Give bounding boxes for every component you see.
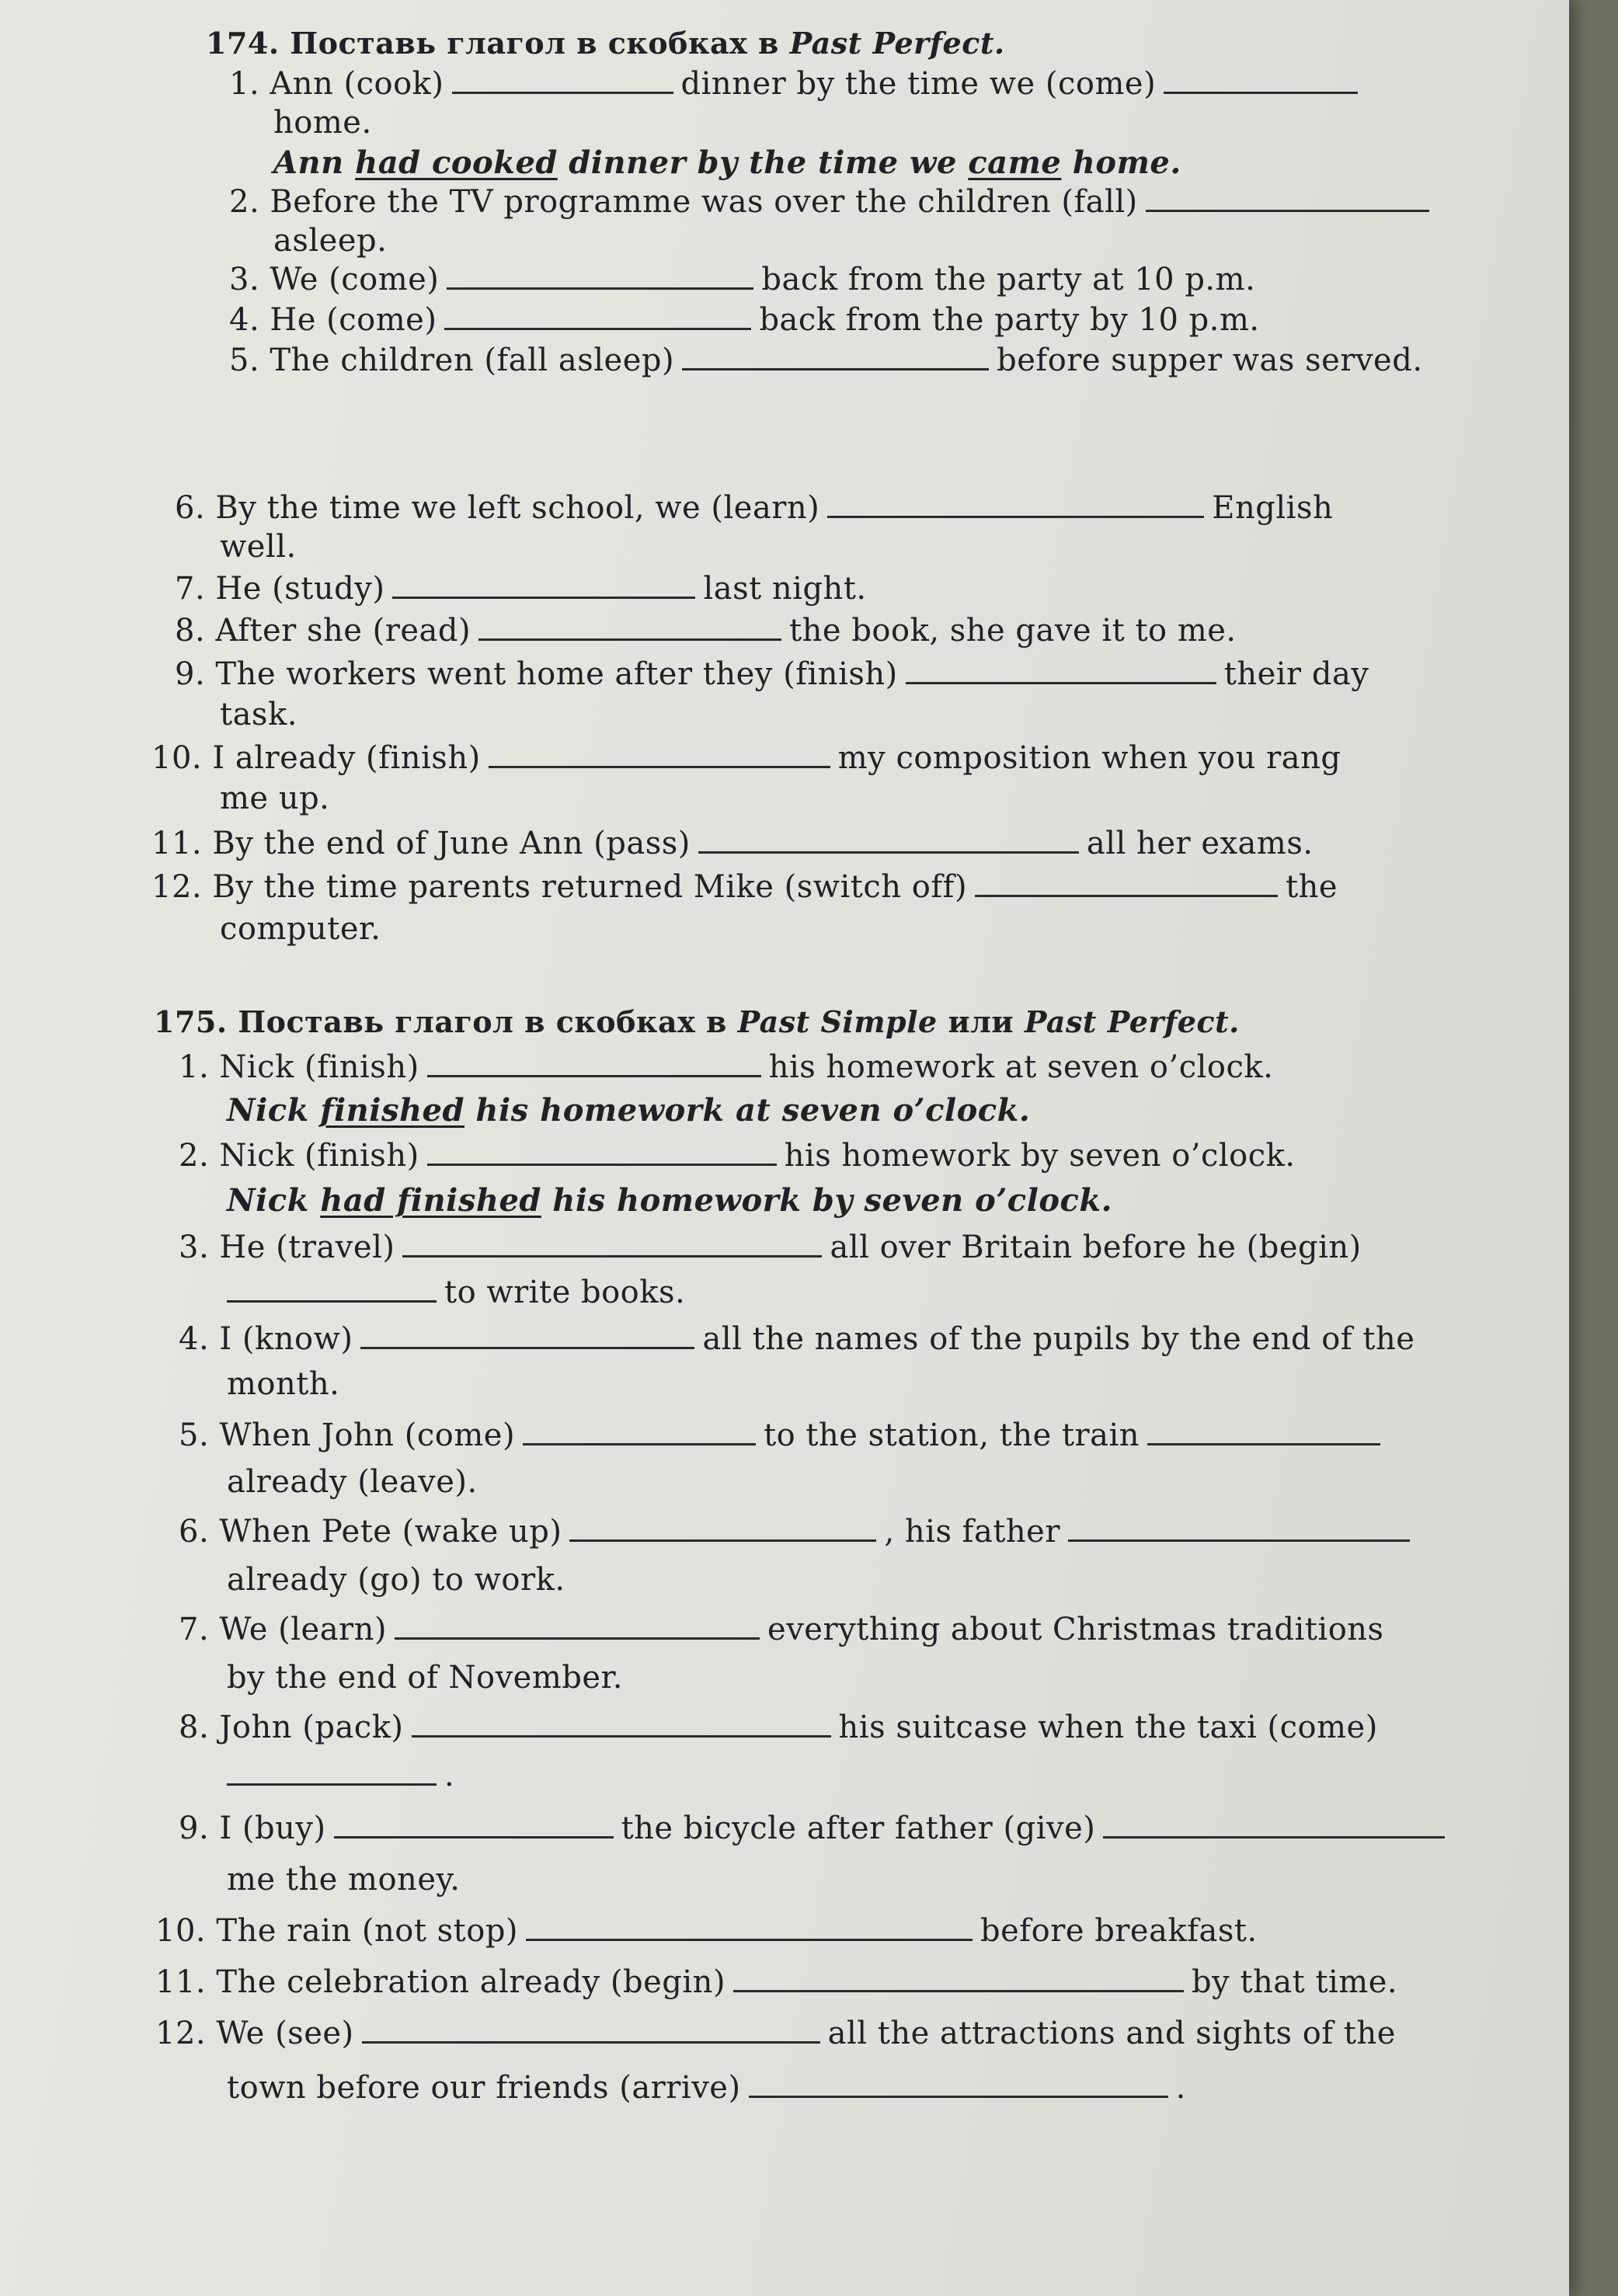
exercise-174-title bbox=[206, 25, 1005, 62]
item-174-12-cont: computer. bbox=[220, 911, 381, 947]
answer-blank[interactable] bbox=[1146, 186, 1429, 212]
item-174-9-cont: task. bbox=[220, 697, 298, 732]
item-text: 2. Nick (finish) bbox=[179, 1138, 419, 1174]
exercise-number: 175. bbox=[154, 1004, 238, 1039]
item-175-6-cont: already (go) to work. bbox=[227, 1562, 565, 1598]
item-175-5 bbox=[179, 1417, 1388, 1454]
tense-name: Past Simple bbox=[737, 1004, 938, 1039]
item-text: 2. Before the TV programme was over the children (fall) bbox=[229, 184, 1138, 220]
answer-blank[interactable] bbox=[478, 615, 781, 641]
item-text: back from the party by 10 p.m. bbox=[759, 302, 1260, 338]
item-text: to write books. bbox=[444, 1275, 686, 1310]
item-174-12 bbox=[151, 868, 1338, 906]
item-text: 9. The workers went home after they (finish) bbox=[175, 656, 898, 692]
answer-blank[interactable] bbox=[427, 1052, 761, 1077]
answer-blank[interactable] bbox=[447, 264, 753, 290]
example-text: Nick bbox=[227, 1092, 321, 1129]
item-text: . bbox=[444, 1758, 455, 1793]
item-text: before breakfast. bbox=[980, 1913, 1258, 1949]
item-174-5 bbox=[229, 342, 1423, 379]
answer-blank[interactable] bbox=[523, 1420, 756, 1445]
answer-blank[interactable] bbox=[227, 1760, 437, 1786]
item-174-6 bbox=[175, 489, 1333, 527]
exercise-175-title bbox=[154, 1004, 1240, 1041]
item-175-12 bbox=[155, 2015, 1396, 2052]
answer-blank[interactable] bbox=[906, 659, 1216, 684]
item-174-7 bbox=[175, 570, 867, 607]
item-text: English bbox=[1212, 490, 1334, 526]
answer-blank[interactable] bbox=[444, 304, 751, 330]
item-text: 12. By the time parents returned Mike (switch off) bbox=[151, 869, 968, 905]
item-text: 6. By the time we left school, we (learn) bbox=[175, 490, 820, 526]
item-text: . bbox=[1175, 2070, 1186, 2106]
item-text: last night. bbox=[703, 571, 867, 607]
item-175-11 bbox=[155, 1964, 1397, 2001]
item-text: town before our friends (arrive) bbox=[227, 2070, 741, 2106]
item-174-2 bbox=[229, 183, 1437, 221]
item-text: all her exams. bbox=[1086, 826, 1314, 861]
item-text: 4. He (come) bbox=[229, 302, 437, 338]
item-175-5-cont: already (leave). bbox=[227, 1464, 478, 1500]
example-answer: came bbox=[968, 144, 1062, 181]
answer-blank[interactable] bbox=[395, 1614, 760, 1640]
answer-blank[interactable] bbox=[334, 1813, 614, 1839]
instruction-text: или bbox=[937, 1004, 1025, 1039]
item-text: 6. When Pete (wake up) bbox=[179, 1514, 562, 1550]
item-text: his homework at seven o’clock. bbox=[768, 1049, 1274, 1085]
item-text: 1. Nick (finish) bbox=[179, 1049, 419, 1085]
item-text: his suitcase when the taxi (come) bbox=[838, 1710, 1378, 1745]
item-text: his homework by seven o’clock. bbox=[784, 1138, 1296, 1174]
item-text: 11. By the end of June Ann (pass) bbox=[151, 826, 691, 861]
answer-blank[interactable] bbox=[227, 1277, 437, 1303]
item-text: 9. I (buy) bbox=[179, 1811, 326, 1846]
item-text: all the attractions and sights of the bbox=[827, 2016, 1396, 2051]
item-text: 7. We (learn) bbox=[179, 1612, 388, 1647]
item-175-2 bbox=[179, 1137, 1296, 1174]
item-text: 7. He (study) bbox=[175, 571, 385, 607]
example-text: his homework at seven o’clock. bbox=[464, 1092, 1031, 1129]
item-text: 8. After she (read) bbox=[175, 613, 471, 649]
example-text: Ann bbox=[273, 144, 356, 181]
answer-blank[interactable] bbox=[1068, 1516, 1410, 1542]
item-text: 5. The children (fall asleep) bbox=[229, 343, 675, 378]
answer-blank[interactable] bbox=[1147, 1420, 1380, 1445]
instruction-text: Поставь глагол в скобках в bbox=[290, 26, 790, 61]
example-175-2 bbox=[227, 1182, 1112, 1219]
answer-blank[interactable] bbox=[360, 1324, 694, 1349]
answer-blank[interactable] bbox=[412, 1712, 831, 1738]
item-text: all the names of the pupils by the end of the bbox=[702, 1321, 1415, 1357]
answer-blank[interactable] bbox=[827, 492, 1204, 518]
item-175-4 bbox=[179, 1320, 1414, 1358]
instruction-text: Поставь глагол в скобках в bbox=[238, 1004, 738, 1039]
example-text: home. bbox=[1061, 144, 1181, 181]
answer-blank[interactable] bbox=[402, 1232, 822, 1258]
item-text: before supper was served. bbox=[997, 343, 1423, 378]
answer-blank[interactable] bbox=[427, 1140, 777, 1166]
example-175-1 bbox=[227, 1092, 1030, 1129]
item-text: 5. When John (come) bbox=[179, 1418, 516, 1453]
answer-blank[interactable] bbox=[392, 573, 695, 599]
item-text: their day bbox=[1223, 656, 1369, 692]
item-text: 1. Ann (cook) bbox=[229, 66, 444, 102]
answer-blank[interactable] bbox=[489, 743, 830, 768]
example-174-1 bbox=[273, 144, 1181, 182]
tense-name: Past Perfect. bbox=[1024, 1004, 1240, 1039]
item-text: the bbox=[1286, 869, 1338, 905]
item-175-3 bbox=[179, 1229, 1362, 1266]
item-text: dinner by the time we (come) bbox=[680, 66, 1157, 102]
item-174-8 bbox=[175, 612, 1237, 649]
item-text: 11. The celebration already (begin) bbox=[155, 1964, 726, 2000]
item-175-8-cont bbox=[227, 1757, 454, 1794]
item-174-4 bbox=[229, 301, 1260, 339]
item-175-3-cont bbox=[227, 1274, 685, 1311]
item-175-12-cont bbox=[227, 2069, 1186, 2106]
item-175-10 bbox=[155, 1912, 1258, 1950]
item-175-7 bbox=[179, 1611, 1384, 1648]
item-174-3 bbox=[229, 261, 1255, 298]
item-174-6-cont: well. bbox=[220, 529, 297, 565]
item-text: 4. I (know) bbox=[179, 1321, 353, 1357]
answer-blank[interactable] bbox=[682, 345, 989, 370]
item-text: the bicycle after father (give) bbox=[621, 1811, 1096, 1846]
answer-blank[interactable] bbox=[362, 2018, 820, 2044]
item-text: to the station, the train bbox=[764, 1418, 1140, 1453]
tense-name: Past Perfect. bbox=[789, 26, 1005, 61]
item-174-1 bbox=[229, 65, 1366, 103]
answer-blank[interactable] bbox=[698, 828, 1079, 854]
item-text: 8. John (pack) bbox=[179, 1710, 404, 1745]
item-174-9 bbox=[175, 656, 1369, 693]
item-175-6 bbox=[179, 1513, 1418, 1550]
item-174-10 bbox=[151, 739, 1341, 777]
item-175-9-cont: me the money. bbox=[227, 1862, 461, 1898]
example-text: his homework by seven o’clock. bbox=[541, 1182, 1113, 1219]
item-175-4-cont: month. bbox=[227, 1366, 340, 1402]
example-answer: had finished bbox=[320, 1182, 541, 1219]
item-175-1 bbox=[179, 1049, 1273, 1086]
item-text: 10. I already (finish) bbox=[151, 740, 481, 776]
item-text: all over Britain before he (begin) bbox=[830, 1230, 1362, 1265]
answer-blank[interactable] bbox=[975, 871, 1278, 897]
item-text: the book, she gave it to me. bbox=[789, 613, 1237, 649]
item-text: by that time. bbox=[1192, 1964, 1398, 2000]
item-text: back from the party at 10 p.m. bbox=[761, 262, 1256, 297]
item-text: , his father bbox=[884, 1514, 1060, 1550]
answer-blank[interactable] bbox=[1164, 68, 1358, 94]
item-text: my composition when you rang bbox=[837, 740, 1341, 776]
answer-blank[interactable] bbox=[749, 2072, 1168, 2098]
item-text: 3. We (come) bbox=[229, 262, 440, 297]
item-text: everything about Christmas traditions bbox=[767, 1612, 1384, 1647]
answer-blank[interactable] bbox=[526, 1915, 973, 1941]
item-text: 12. We (see) bbox=[155, 2016, 354, 2051]
item-text: 3. He (travel) bbox=[179, 1230, 395, 1265]
answer-blank[interactable] bbox=[733, 1967, 1184, 1992]
example-answer: had cooked bbox=[355, 144, 558, 181]
example-text: Nick bbox=[227, 1182, 321, 1219]
item-174-2-cont: asleep. bbox=[273, 223, 388, 259]
item-175-8 bbox=[179, 1709, 1378, 1746]
item-174-10-cont: me up. bbox=[220, 781, 330, 816]
example-text: dinner by the time we bbox=[557, 144, 969, 181]
item-174-1-cont: home. bbox=[273, 105, 372, 141]
item-175-9 bbox=[179, 1810, 1453, 1847]
item-175-7-cont: by the end of November. bbox=[227, 1660, 623, 1696]
answer-blank[interactable] bbox=[569, 1516, 876, 1542]
item-174-11 bbox=[151, 825, 1314, 862]
item-text: 10. The rain (not stop) bbox=[155, 1913, 519, 1949]
example-answer: finished bbox=[320, 1092, 465, 1129]
answer-blank[interactable] bbox=[452, 68, 673, 94]
answer-blank[interactable] bbox=[1103, 1813, 1445, 1839]
exercise-number: 174. bbox=[206, 26, 291, 61]
